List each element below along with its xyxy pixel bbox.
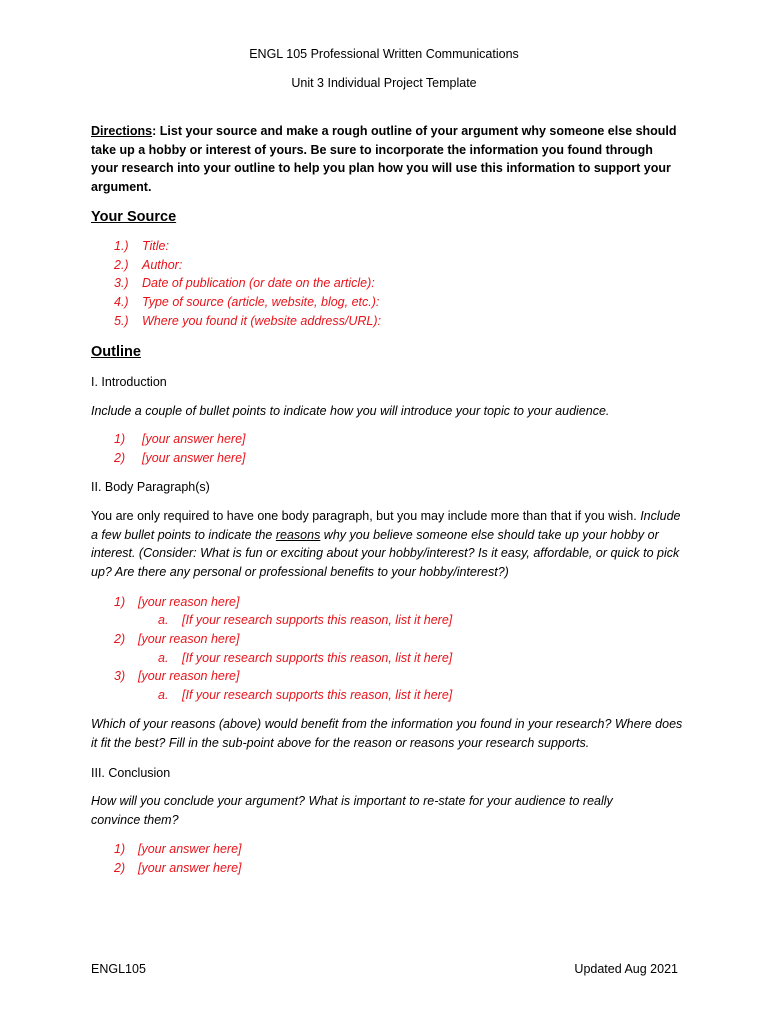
body-instructions-line1: You are only required to have one body paragraph, but you may include more than that if you wish. [91, 509, 637, 523]
source-item-url: 5.) Where you found it (website address/URL): [114, 314, 381, 328]
course-title: ENGL 105 Professional Written Communications [249, 47, 519, 61]
source-item-author: 2.) Author: [114, 258, 183, 272]
conclusion-answer-2: 2) [your answer here] [114, 861, 242, 875]
introduction-label: I. Introduction [91, 375, 167, 389]
reasons-emphasis: reasons [275, 527, 321, 542]
body-instructions-line2-pre: Include a few bullet points to indicate the [91, 509, 681, 542]
footer-left: ENGL105 [91, 962, 146, 976]
your-source-heading: Your Source [91, 209, 177, 225]
reason-1: 1) [your reason here] [114, 595, 240, 609]
conclusion-instruction: How will you conclude your argument? What is important to re-state for your audience to really convince them? [91, 794, 613, 827]
intro-answer-1: 1) [your answer here] [114, 432, 246, 446]
body-paragraph-label: II. Body Paragraph(s) [91, 480, 210, 494]
directions-label: Directions [91, 124, 153, 138]
reason-2: 2) [your reason here] [114, 632, 240, 646]
directions-paragraph [91, 122, 681, 197]
intro-answer-2: 2) [your answer here] [114, 451, 246, 465]
body-instructions-line2-post: why you believe someone else should take up your hobby or interest. (Consider: What is fun or exciting about your hobby/interest? Is it easy, affordable, or quick to pick up? Are there any personal or professional benefits to your hobby/interest?) [91, 527, 680, 580]
reason-3-sub: a. [If your research supports this reason, list it here] [158, 688, 453, 702]
reason-1-sub: a. [If your research supports this reason, list it here] [158, 613, 453, 627]
outline-heading: Outline [91, 344, 141, 360]
introduction-instruction: Include a couple of bullet points to indicate how you will introduce your topic to your audience. [91, 404, 610, 418]
reason-3: 3) [your reason here] [114, 669, 240, 683]
conclusion-label: III. Conclusion [91, 766, 171, 780]
project-title: Unit 3 Individual Project Template [291, 76, 477, 90]
conclusion-answer-1: 1) [your answer here] [114, 842, 242, 856]
footer-right: Updated Aug 2021 [574, 962, 678, 976]
source-item-type: 4.) Type of source (article, website, blog, etc.): [114, 295, 380, 309]
source-item-title: 1.) Title: [114, 239, 169, 253]
source-item-date: 3.) Date of publication (or date on the article): [114, 276, 375, 290]
research-followup: Which of your reasons (above) would benefit from the information you found in your research? Where does it fit the best? Fill in the sub-point above for the reason or reasons your research supports. [91, 717, 683, 750]
body-instructions [91, 507, 689, 582]
directions-text: : List your source and make a rough outline of your argument why someone else should take up a hobby or interest of yours. Be sure to incorporate the information you found through your research into your outline to help you plan how you will use this information to support your argument. [91, 124, 677, 195]
reason-2-sub: a. [If your research supports this reason, list it here] [158, 651, 453, 665]
